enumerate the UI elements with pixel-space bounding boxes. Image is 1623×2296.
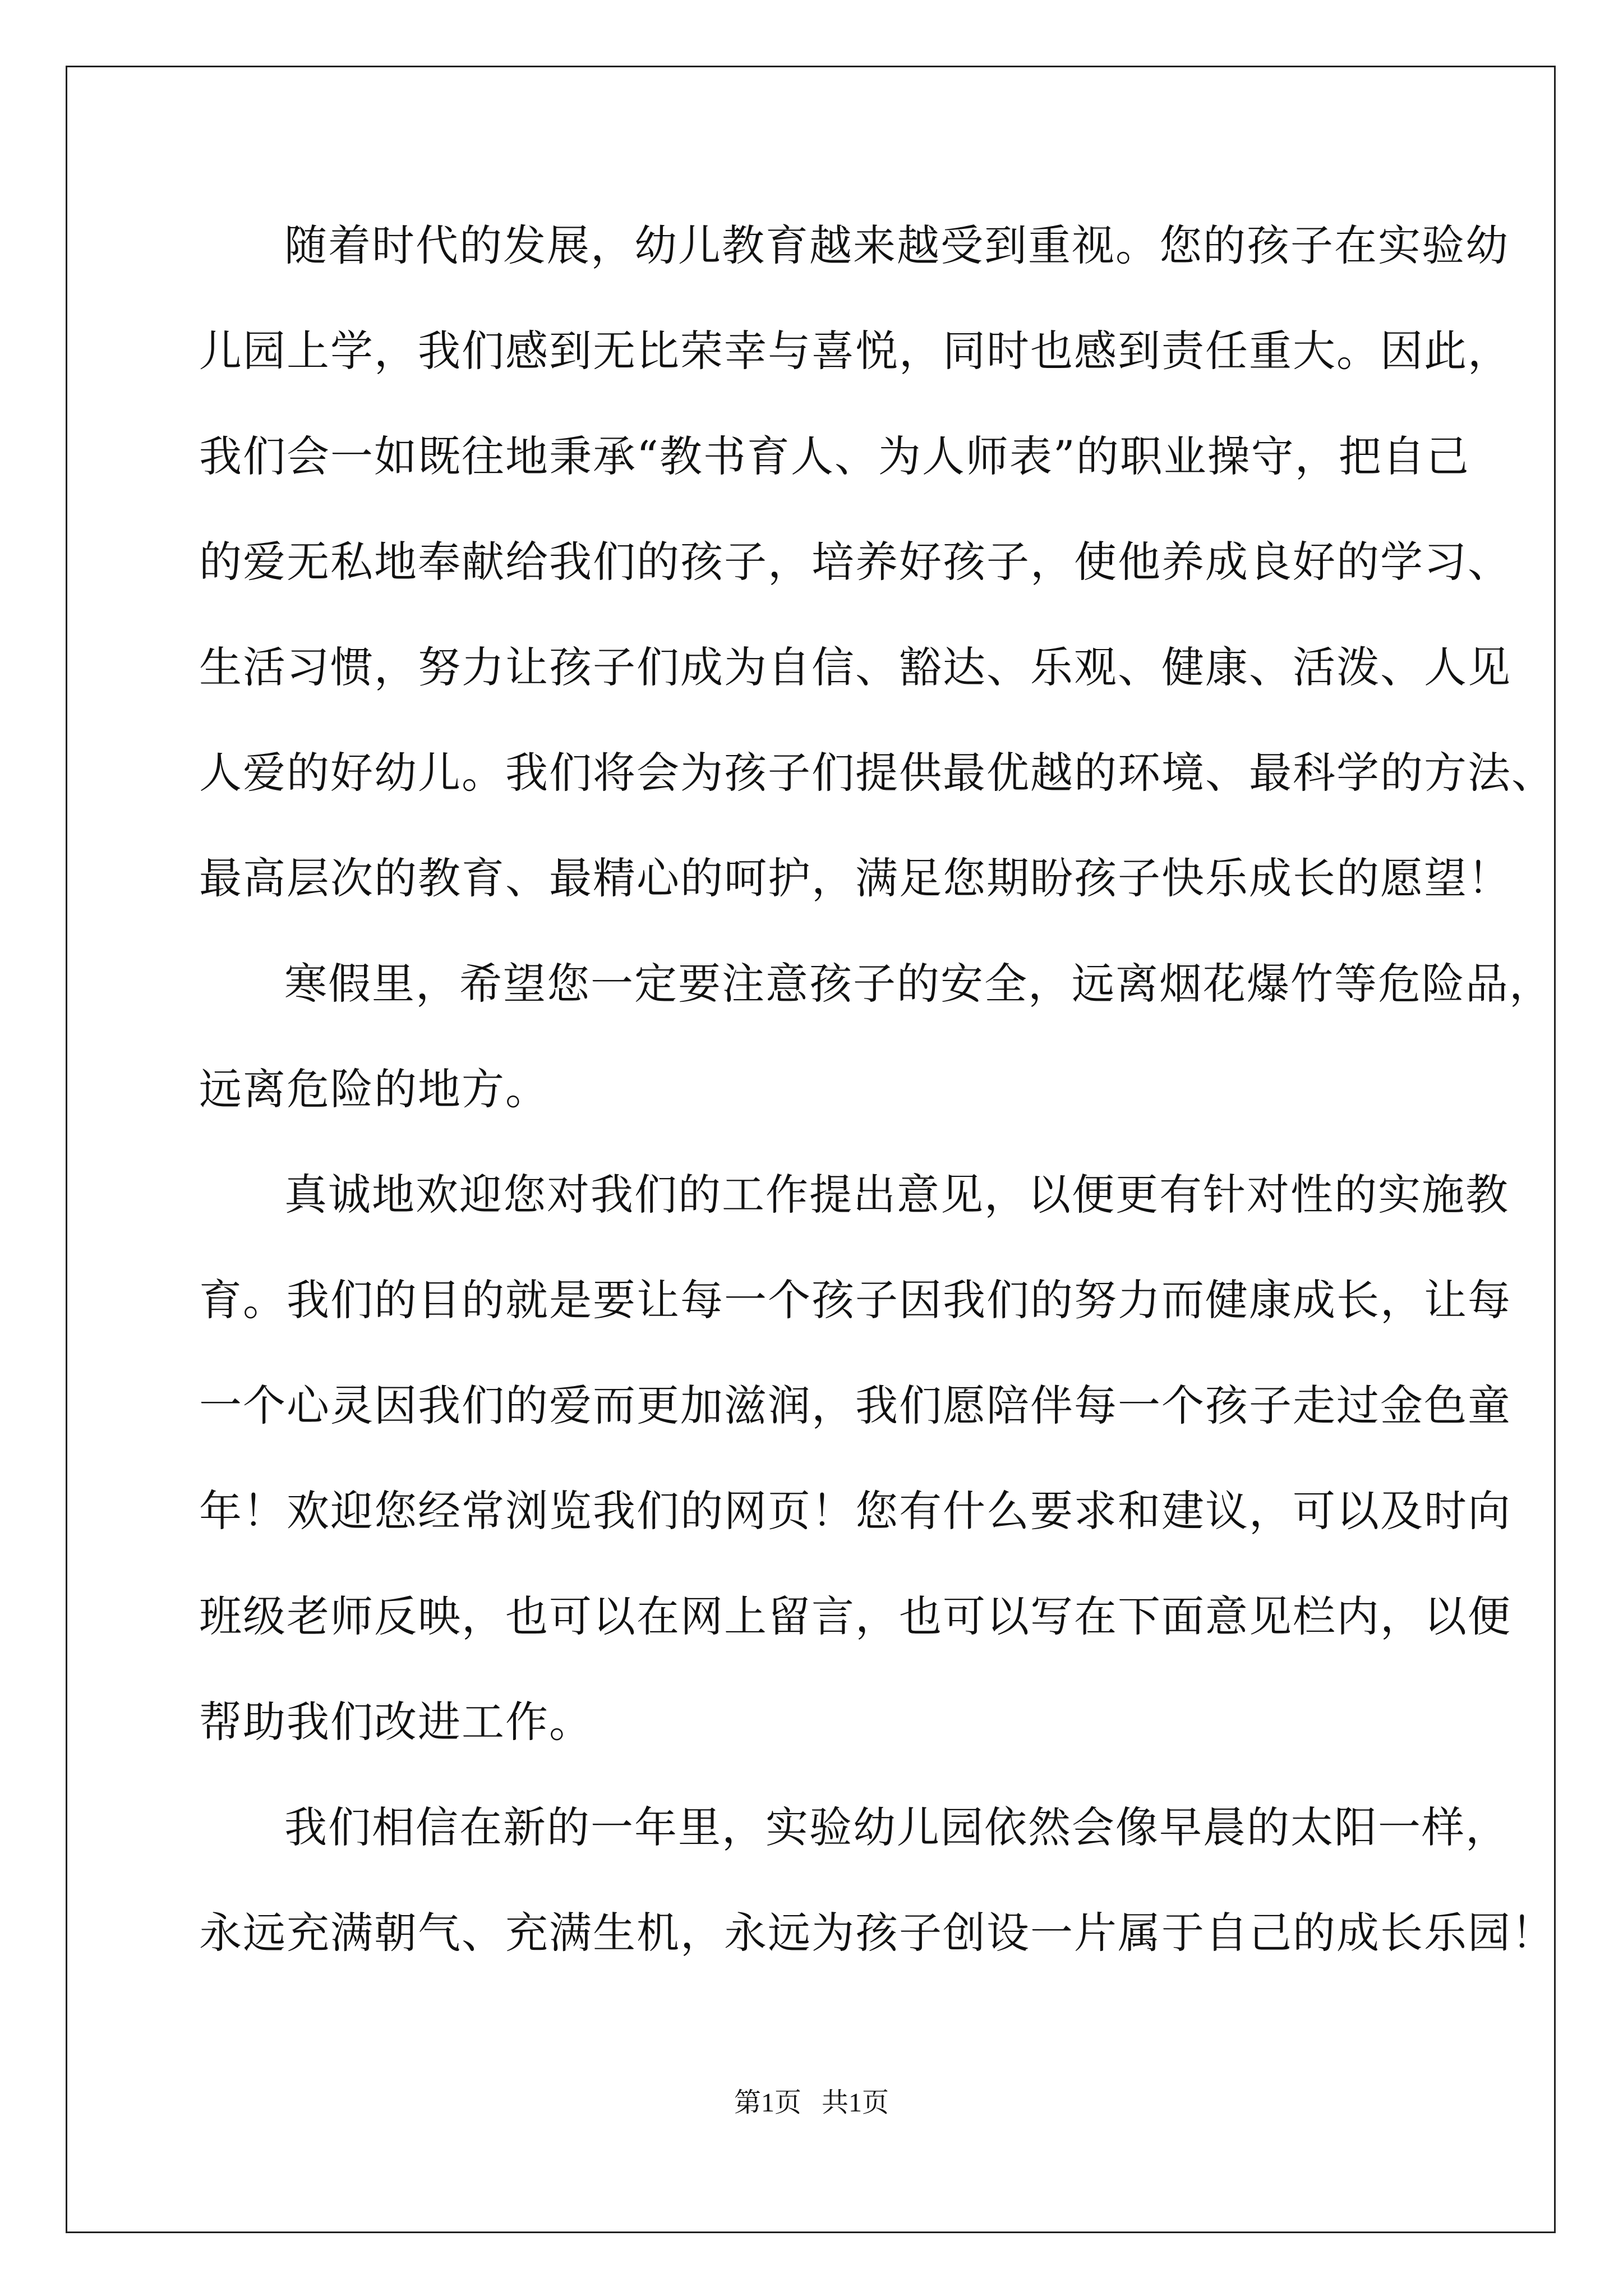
- paragraph-1-line-6: 人爱的好幼儿。我们将会为孩子们提供最优越的环境、最科学的方法、: [199, 748, 1555, 798]
- paragraph-1-line-7: 最高层次的教育、最精心的呵护，满足您期盼孩子快乐成长的愿望！: [199, 853, 1511, 903]
- paragraph-3-line-3: 一个心灵因我们的爱而更加滋润，我们愿陪伴每一个孩子走过金色童: [199, 1381, 1511, 1430]
- paragraph-2-line-2: 远离危险的地方。: [199, 1064, 549, 1114]
- paragraph-1-line-4: 的爱无私地奉献给我们的孩子，培养好孩子，使他养成良好的学习、: [199, 537, 1511, 587]
- paragraph-3-line-1: 真诚地欢迎您对我们的工作提出意见，以便更有针对性的实施教: [284, 1170, 1509, 1220]
- paragraph-3-line-5: 班级老师反映，也可以在网上留言，也可以写在下面意见栏内，以便: [199, 1591, 1511, 1641]
- page-number-footer: 第1页 共1页: [734, 2088, 889, 2118]
- paragraph-3-line-2: 育。我们的目的就是要让每一个孩子因我们的努力而健康成长，让每: [199, 1275, 1511, 1325]
- paragraph-2-line-1: 寒假里，希望您一定要注意孩子的安全，远离烟花爆竹等危险品，: [284, 959, 1553, 1009]
- paragraph-1-line-1: 随着时代的发展，幼儿教育越来越受到重视。您的孩子在实验幼: [284, 220, 1509, 270]
- paragraph-1-line-2: 儿园上学，我们感到无比荣幸与喜悦，同时也感到责任重大。因此，: [199, 326, 1511, 376]
- paragraph-1-line-5: 生活习惯，努力让孩子们成为自信、豁达、乐观、健康、活泼、人见: [199, 642, 1511, 692]
- paragraph-4-line-1: 我们相信在新的一年里，实验幼儿园依然会像早晨的太阳一样，: [284, 1802, 1509, 1852]
- document-body: [199, 220, 1555, 2017]
- paragraph-3-line-6: 帮助我们改进工作。: [199, 1697, 593, 1747]
- paragraph-1-line-3: 我们会一如既往地秉承“教书育人、为人师表”的职业操守，把自己: [199, 431, 1470, 481]
- paragraph-4-line-2: 永远充满朝气、充满生机，永远为孩子创设一片属于自己的成长乐园！: [199, 1908, 1555, 1958]
- paragraph-3-line-4: 年！欢迎您经常浏览我们的网页！您有什么要求和建议，可以及时向: [199, 1486, 1511, 1536]
